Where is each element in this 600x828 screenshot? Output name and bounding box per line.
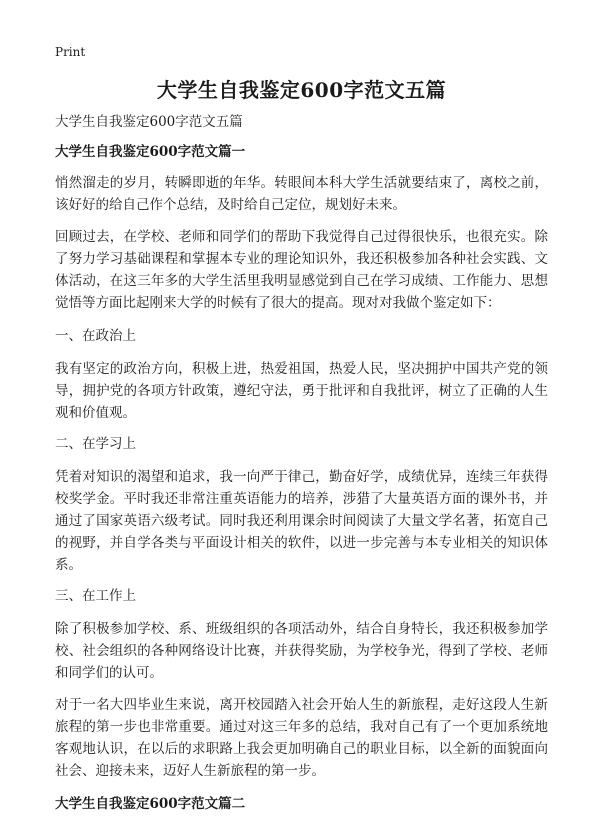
section-heading-2: 大学生自我鉴定600字范文篇二 xyxy=(55,796,246,812)
subheading-politics: 一、在政治上 xyxy=(55,328,136,344)
paragraph-politics: 我有坚定的政治方向，积极上进，热爱祖国，热爱人民，坚决拥护中国共产党的领导，拥护党的各项方针政策，遵纪守法，勇于批评和自我批评，树立了正确的人生观和价值观。 xyxy=(55,361,548,421)
subheading-study: 二、在学习上 xyxy=(55,436,136,452)
paragraph-review: 回顾过去，在学校、老师和同学们的帮助下我觉得自己过得很快乐，也很充实。除了努力学习基础课程和掌握本专业的理论知识外，我还积极参加各种社会实践、文体活动，在这三年多的大学生活里我明显感觉到自己在学习成绩、工作能力、思想觉悟等方面比起刚来大学的时候有了很大的提高。现对对我做个鉴定如下： xyxy=(55,229,548,311)
print-link[interactable]: Print xyxy=(55,45,86,59)
paragraph-conclusion: 对于一名大四毕业生来说，离开校园踏入社会开始人生的新旅程，走好这段人生新旅程的第一步也非常重要。通过对这三年多的总结，我对自己有了一个更加系统地客观地认识，在以后的求职路上我会更加明确自己的职业目标，以全新的面貌面向社会、迎接未来，迈好人生新旅程的第一步。 xyxy=(55,697,548,779)
paragraph-work: 除了积极参加学校、系、班级组织的各项活动外，结合自身特长，我还积极参加学校、社会组织的各种网络设计比赛，并获得奖励，为学校争光，得到了学校、老师和同学们的认可。 xyxy=(55,621,548,681)
section-heading-1: 大学生自我鉴定600字范文篇一 xyxy=(55,144,246,160)
paragraph-intro: 悄然溜走的岁月，转瞬即逝的年华。转眼间本科大学生活就要结束了，离校之前，该好好的给自己作个总结，及时给自己定位，规划好未来。 xyxy=(55,175,548,213)
document-subtitle: 大学生自我鉴定600字范文五篇 xyxy=(55,114,243,130)
subheading-work: 三、在工作上 xyxy=(55,588,136,604)
paragraph-study: 凭着对知识的渴望和追求，我一向严于律己，勤奋好学，成绩优异，连续三年获得校奖学金。平时我还非常注重英语能力的培养，涉猎了大量英语方面的课外书，并通过了国家英语六级考试。同时我还利用课余时间阅读了大量文学名著，拓宽自己的视野，并自学各类与平面设计相关的软件，以进一步完善与本专业相关的知识体系。 xyxy=(55,469,548,573)
page-title: 大学生自我鉴定600字范文五篇 xyxy=(156,78,447,102)
